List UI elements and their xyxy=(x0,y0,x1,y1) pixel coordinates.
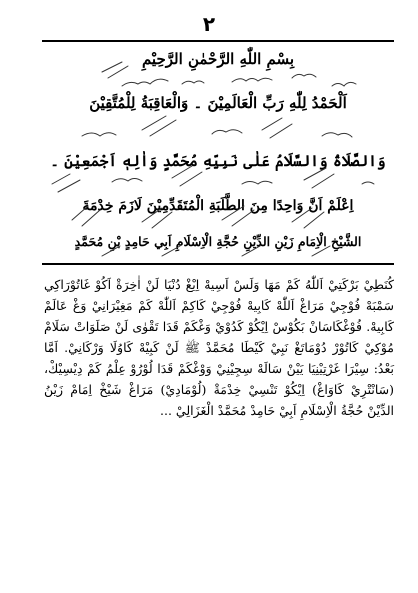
top-divider xyxy=(42,40,394,42)
manuscript-line-3: اِعْلَمْ اَنَّ وَاحِدًا مِنَ الطَّلَبَةِ الْمُتَقَدِّمِيْنَ لَازَمَ خِدْمَةَ xyxy=(82,198,354,214)
manuscript-line-2: وَالصَّلَاةُ وَالسَّلَامُ عَلٰى نَبِيِّهِ مُحَمَّدٍ وَاٰلِهٖ اَجْمَعِيْنَ ۔ xyxy=(50,152,386,170)
manuscript-image xyxy=(42,44,394,260)
body-text xyxy=(44,274,394,421)
manuscript-line-4: الشَّيْخِ الْاِمَامِ زَيْنِ الدِّيْنِ حُجَّةِ الْاِسْلَامِ اَبِي حَامِدٍ بْنِ مُحَمَّدٍ xyxy=(74,234,362,249)
section-divider xyxy=(42,263,394,265)
handwritten-glosses xyxy=(42,44,394,260)
basmala: بِسْمِ اللّٰهِ الرَّحْمٰنِ الرَّحِيْمِ xyxy=(141,50,295,68)
manuscript-line-1: اَلْحَمْدُ لِلّٰهِ رَبِّ الْعَالَمِيْنَ ۔ وَالْعَاقِبَةُ لِلْمُتَّقِيْنَ xyxy=(89,94,347,112)
body-paragraph: كُنَطِيْ بَرْكَتِيْ اَللّٰهُ كَمْ مَهَا وَلَسْ اَسِيهْ اِيْغْ دُنْيَا لَنْ اٰخِرَةْ اَكُوْ غَاتُوْرَاكِي سَمْبَهْ فُوْجِيْ مَرَاغْ اَللّٰهْ كَابِيهْ فُوْجِيْ كَاكِمْ اَللّٰهْ كَمْ مَغِيْرَانِيْ وَغْ عَالَمْ كَابِيهْ. فُوْغْكَاسَانْ بَكُوْسْ اِيْكُوْ كَدُوْيْ وَغْكَمْ قَدَا تَقْوٰى لَنْ صَلَوَاتْ سَلَامْ مُوْكِيْ كَاتُوْرْ دُوْمَاتَغْ نَبِيْ كَيْطَا مُحَمَّدْ ﷺ لَنْ كَبِيْهْ كَاوُلَا وَرْكَانِيْ. اَمَّا بَعْدُ: سِيْرَا غَرْتِيْنِيَا يَيْنْ سَالَهْ سِجِيْنِيْ وَوْغْكَمْ قَدَا لُوْرُوْ عِلْمُ كَمْ دِيْسِيْكْ، (سَانْتْرِيْ كَاوَاغْ) اِيْكُوْ تَنْسِيْ خِدْمَةْ (لُوْمَادِيْ) مَرَاغْ شَيْخْ اِمَامْ زَيْنُ الدِّيْنْ حُجَّةُ الْاِسْلَامِ اَبِيْ حَامِدْ مُحَمَّدْ الْغَزَالِيْ ... xyxy=(44,277,394,418)
page-number: ٢ xyxy=(202,12,216,36)
